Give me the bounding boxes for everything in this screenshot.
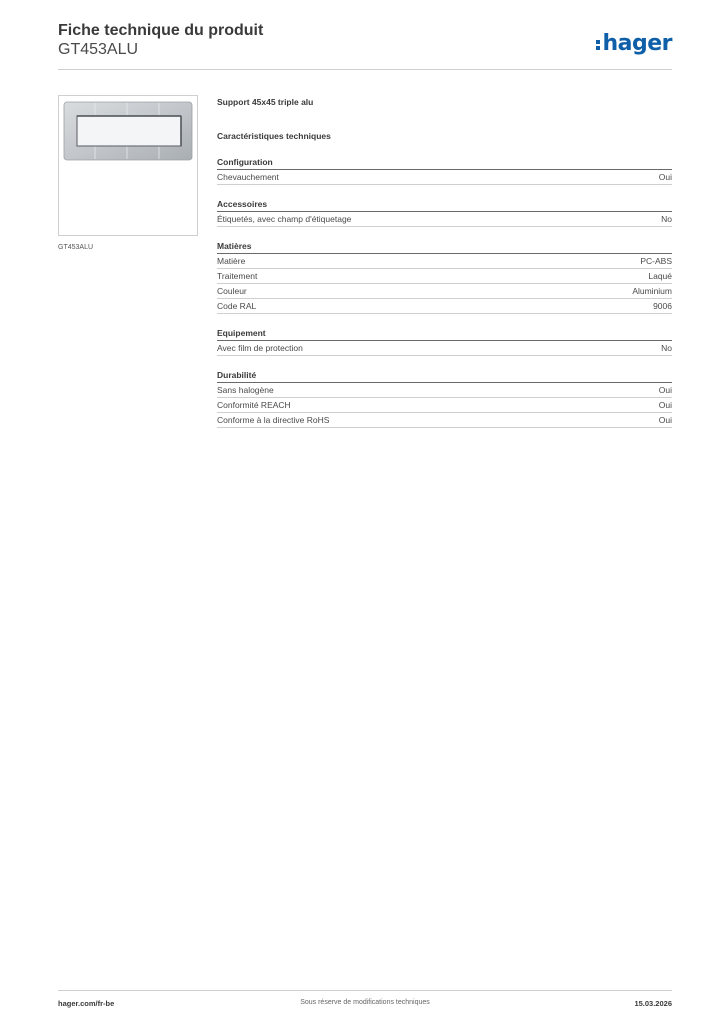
spec-value: Oui — [658, 400, 672, 410]
product-name: Support 45x45 triple alu — [217, 97, 314, 107]
spec-value: Oui — [658, 385, 672, 395]
logo-text: hager — [602, 30, 672, 56]
spec-row — [217, 413, 672, 428]
document-title: Fiche technique du produit — [58, 22, 264, 39]
spec-row — [217, 284, 672, 299]
wall-plate-icon — [63, 100, 193, 164]
spec-value: No — [661, 214, 672, 224]
section-title: Equipement — [217, 327, 672, 341]
logo-dots-icon — [596, 40, 600, 50]
section-title: Configuration — [217, 156, 672, 170]
product-reference: GT453ALU — [58, 41, 139, 58]
spec-label: Traitement — [217, 271, 258, 281]
spec-row — [217, 269, 672, 284]
spec-row — [217, 341, 672, 356]
section-title: Matières — [217, 240, 672, 254]
spec-title: Caractéristiques techniques — [217, 131, 331, 141]
spec-label: Matière — [217, 256, 246, 266]
product-image — [58, 95, 198, 236]
spec-value: Oui — [658, 172, 672, 182]
spec-row — [217, 212, 672, 227]
hager-logo — [596, 29, 672, 57]
image-caption: GT453ALU — [58, 244, 94, 251]
footer-disclaimer: Sous réserve de modifications techniques — [300, 999, 430, 1006]
section-configuration — [217, 156, 672, 185]
spec-value: Aluminium — [632, 286, 672, 296]
footer-website-link[interactable]: hager.com/fr-be — [58, 999, 115, 1008]
spec-content — [217, 96, 672, 428]
page-footer — [58, 990, 672, 1013]
spec-label: Conforme à la directive RoHS — [217, 415, 330, 425]
spec-row — [217, 398, 672, 413]
section-equipement — [217, 327, 672, 356]
spec-row — [217, 299, 672, 314]
spec-value: 9006 — [653, 301, 672, 311]
spec-label: Conformité REACH — [217, 400, 291, 410]
section-durabilite — [217, 369, 672, 428]
spec-label: Sans halogène — [217, 385, 274, 395]
spec-row — [217, 254, 672, 269]
spec-value: Laqué — [648, 271, 672, 281]
section-title: Accessoires — [217, 198, 672, 212]
page-header — [58, 21, 672, 70]
spec-value: Oui — [658, 415, 672, 425]
spec-label: Avec film de protection — [217, 343, 303, 353]
footer-date: 15.03.2026 — [634, 999, 672, 1008]
spec-label: Code RAL — [217, 301, 257, 311]
spec-value: PC-ABS — [640, 256, 672, 266]
spec-label: Couleur — [217, 286, 247, 296]
spec-label: Étiquetés, avec champ d'étiquetage — [217, 214, 352, 224]
spec-row — [217, 170, 672, 185]
section-title: Durabilité — [217, 369, 672, 383]
spec-label: Chevauchement — [217, 172, 279, 182]
spec-row — [217, 383, 672, 398]
spec-value: No — [661, 343, 672, 353]
section-accessoires — [217, 198, 672, 227]
section-matieres — [217, 240, 672, 314]
